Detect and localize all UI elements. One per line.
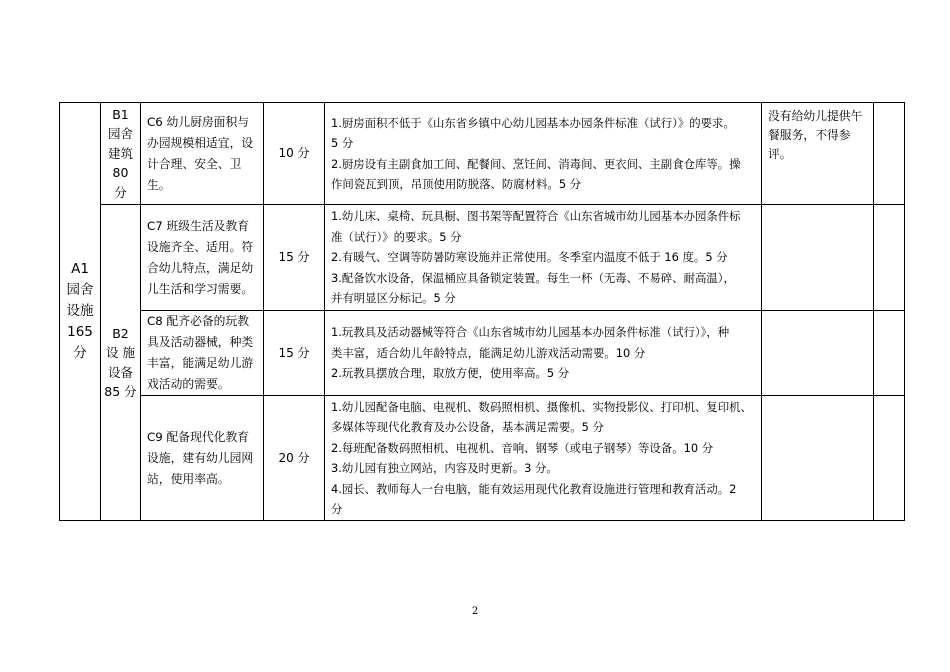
- cell-line: C6 幼儿厨房面积与: [147, 114, 250, 129]
- empty-cell: [762, 205, 874, 311]
- score-cell: 20 分: [264, 396, 325, 521]
- cell-line: 2.每班配备数码照相机、电视机、音响、钢琴（或电子钢琴）等设备。10 分: [331, 440, 714, 455]
- cell-line: 站，使用率高。: [147, 471, 230, 486]
- cell-line: 5 分: [331, 136, 354, 150]
- description-cell: [325, 396, 762, 521]
- cell-line: 2.玩教具摆放合理，取放方便，使用率高。5 分: [331, 366, 570, 381]
- cell-line: 丰富，能满足幼儿游: [147, 356, 254, 370]
- category-b1-cell: [101, 103, 141, 205]
- score-cell: 15 分: [264, 205, 325, 311]
- empty-cell: [762, 396, 874, 521]
- cell-line: 3.幼儿园有独立网站，内容及时更新。3 分。: [331, 461, 558, 475]
- table-row: [60, 205, 905, 311]
- cell-line: 计合理、安全、卫生。: [147, 156, 242, 192]
- cell-line: 1.玩教具及活动器械等符合《山东省城市幼儿园基本办园条件标准（试行）》，种: [331, 325, 730, 340]
- cell-line: B1: [112, 106, 129, 122]
- cell-line: 没有给幼儿提供午: [768, 109, 863, 123]
- table-row: [60, 311, 905, 396]
- cell-line: 2.厨房设有主副食加工间、配餐间、烹饪间、消毒间、更衣间、主副食仓库等。操: [331, 156, 741, 171]
- cell-line: 分: [73, 345, 87, 361]
- cell-line: 设施齐全、适用。符: [147, 239, 254, 254]
- cell-line: B2: [112, 325, 129, 341]
- cell-line: 2.有暖气、空调等防暑防寒设施并正常使用。冬季室内温度不低于 16 度。5 分: [331, 250, 728, 265]
- cell-line: 设施，建有幼儿园网: [147, 450, 254, 465]
- cell-line: 戏活动的需要。: [147, 377, 230, 391]
- cell-line: 园舍: [107, 126, 133, 142]
- cell-line: 80: [112, 165, 129, 181]
- cell-line: 办园规模相适宜，设: [147, 135, 254, 150]
- table-row: [60, 103, 905, 205]
- empty-cell: [874, 205, 905, 311]
- description-cell: [325, 311, 762, 396]
- cell-line: 85 分: [104, 384, 137, 399]
- cell-line: 设备: [107, 364, 133, 380]
- cell-line: 设施: [66, 303, 94, 319]
- cell-line: 园舍: [66, 282, 94, 298]
- table-row: [60, 396, 905, 521]
- cell-line: 类丰富，适合幼儿年龄特点，能满足幼儿游戏活动需要。10 分: [331, 345, 646, 360]
- criterion-c9-cell: [141, 396, 264, 521]
- cell-line: C9 配备现代化教育: [147, 429, 250, 444]
- cell-line: 多媒体等现代化教育及办公设备，基本满足需要。5 分: [331, 420, 604, 434]
- criterion-c7-cell: [141, 205, 264, 311]
- category-a1-cell: [60, 103, 101, 521]
- score-cell: 10 分: [264, 103, 325, 205]
- cell-line: 分: [331, 502, 343, 516]
- evaluation-table: [59, 102, 905, 521]
- cell-line: 165: [67, 324, 93, 340]
- cell-line: 儿生活和学习需要。: [147, 281, 254, 296]
- cell-line: C8 配齐必备的玩教: [147, 314, 250, 328]
- criterion-c6-cell: [141, 103, 264, 205]
- cell-line: 作间瓷瓦到顶，吊顶使用防脱落、防腐材料。5 分: [331, 177, 582, 191]
- empty-cell: [762, 311, 874, 396]
- score-cell: 15 分: [264, 311, 325, 396]
- cell-line: 1.幼儿园配备电脑、电视机、数码照相机、摄像机、实物投影仪、打印机、复印机、: [331, 399, 752, 414]
- cell-line: 分: [114, 184, 127, 200]
- cell-line: C7 班级生活及教育: [147, 218, 250, 233]
- cell-line: 合幼儿特点，满足幼: [147, 260, 254, 275]
- cell-line: 1.厨房面积不低于《山东省乡镇中心幼儿园基本办园条件标准（试行）》的要求。: [331, 115, 735, 130]
- criterion-c8-cell: [141, 311, 264, 396]
- cell-line: 1.幼儿床、桌椅、玩具橱、图书架等配置符合《山东省城市幼儿园基本办园条件标: [331, 209, 741, 224]
- page-number: 2: [471, 606, 479, 617]
- empty-cell: [874, 103, 905, 205]
- description-cell: [325, 103, 762, 205]
- empty-cell: [874, 396, 905, 521]
- empty-cell: [874, 311, 905, 396]
- cell-line: A1: [71, 261, 89, 277]
- cell-line: 设 施: [106, 345, 135, 360]
- cell-line: 餐服务，不得参评。: [768, 128, 851, 161]
- cell-line: 准（试行）》的要求。5 分: [331, 229, 462, 244]
- cell-line: 4.园长、教师每人一台电脑，能有效运用现代化教育设施进行管理和教育活动。2: [331, 481, 737, 496]
- description-cell: [325, 205, 762, 311]
- cell-line: 3.配备饮水设备，保温桶应具备锁定装置。每生一杯（无毒、不易碎、耐高温），: [331, 270, 735, 285]
- cell-line: 并有明显区分标记。5 分: [331, 291, 456, 306]
- cell-line: 建筑: [107, 145, 133, 161]
- category-b2-cell: [101, 205, 141, 521]
- note-cell: [762, 103, 874, 205]
- cell-line: 具及活动器械，种类: [147, 335, 254, 349]
